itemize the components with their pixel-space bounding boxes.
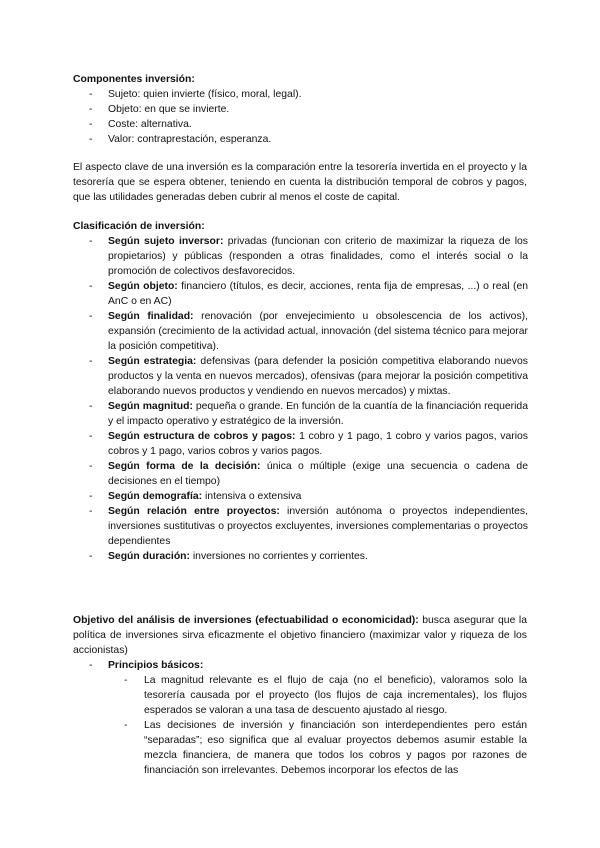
item-term: Según estructura de cobros y pagos:: [108, 431, 296, 442]
item-text: privadas (funcionan con criterio de maximizar la riqueza de los propietarios) y públicas (responden a otras finalidades, como el interés social o la promoción de colectivos desfavorecidos.: [108, 236, 528, 277]
list-item: [108, 459, 528, 489]
item-term: Según demografía:: [108, 491, 203, 502]
componentes-list: [108, 87, 528, 147]
list-item: [108, 658, 528, 778]
clasificacion-heading: Clasificación de inversión:: [73, 221, 205, 232]
clasificacion-list: [108, 234, 528, 564]
list-item: [108, 504, 528, 549]
list-item: [108, 309, 528, 354]
principios-sublist: [144, 673, 527, 778]
intro-paragraph: El aspecto clave de una inversión es la comparación entre la tesorería invertida en el proyecto y la tesorería que se espera obtener, teniendo en cuenta la distribución temporal de cobros y pagos, que las utilidades generadas deben cubrir al menos el coste de capital.: [73, 162, 527, 203]
list-item: - Objeto: en que se invierte.: [108, 102, 528, 117]
principios-list: [108, 658, 528, 778]
list-item: - Sujeto: quien invierte (físico, moral, legal).: [108, 87, 528, 102]
principios-heading: - Principios básicos:: [108, 660, 204, 671]
list-item: - Coste: alternativa.: [108, 117, 528, 132]
list-item: [108, 354, 528, 399]
list-item: [108, 429, 528, 459]
item-term: Según objeto:: [108, 281, 178, 292]
list-item: [108, 279, 528, 309]
componentes-heading: Componentes inversión:: [73, 74, 195, 85]
item-term: Según sujeto inversor:: [108, 236, 224, 247]
list-item: - Valor: contraprestación, esperanza.: [108, 132, 528, 147]
item-text: única o múltiple (exige una secuencia o cadena de decisiones en el tiempo): [108, 461, 528, 487]
objetivo-paragraph: [73, 613, 527, 658]
objetivo-text: busca asegurar que la política de inversiones sirva eficazmente el objetivo financiero (maximizar valor y riqueza de los accionistas): [73, 615, 527, 656]
item-term: Según relación entre proyectos:: [108, 506, 280, 517]
item-text: defensivas (para defender la posición competitiva elaborando nuevos productos y la venta en nuevos mercados), ofensivas (para mejorar la posición competitiva elaborando nuevos productos y vendiendo en nuevos mercados) y mixtas.: [108, 356, 528, 397]
item-text: inversión autónoma o proyectos independientes, inversiones sustitutivas o proyectos excluyentes, inversiones complementarias o proyectos dependientes: [108, 506, 528, 547]
item-text: intensiva o extensiva: [202, 491, 302, 502]
item-text: inversiones no corrientes y corrientes.: [189, 551, 368, 562]
item-text: 1 cobro y 1 pago, 1 cobro y varios pagos, varios cobros y 1 pago, varios cobros y varios pagos.: [108, 431, 528, 457]
item-term: Según duración:: [108, 551, 190, 562]
list-item: [108, 549, 528, 564]
list-item: [108, 489, 528, 504]
item-term: Según forma de la decisión:: [108, 461, 261, 472]
item-term: Según estrategia:: [108, 356, 197, 367]
objetivo-term: Objetivo del análisis de inversiones (efectuabilidad o economicidad):: [73, 615, 419, 626]
list-item: [108, 234, 528, 279]
item-text: pequeña o grande. En función de la cuantía de la financiación requerida y el impacto operativo y estratégico de la inversión.: [108, 401, 528, 427]
sub-list-item: - Las decisiones de inversión y financiación son interdependientes pero están “separadas”; eso significa que al evaluar proyectos debemos asumir estable la mezcla financiera, de manera que todos los cobros y pagos por razones de financiación son irrelevantes. Debemos incorporar los efectos de las: [144, 718, 527, 778]
item-text: financiero (títulos, es decir, acciones, renta fija de empresas, ...) o real (en AnC o en AC): [108, 281, 528, 307]
item-term: Según finalidad:: [108, 311, 194, 322]
sub-list-item: - La magnitud relevante es el flujo de caja (no el beneficio), valoramos solo la tesorería causada por el proyecto (los flujos de caja incrementales), los flujos esperados se valoran a una tasa de descuento ajustado al riesgo.: [144, 673, 527, 718]
list-item: [108, 399, 528, 429]
item-term: Según magnitud:: [108, 401, 193, 412]
item-text: renovación (por envejecimiento u obsolescencia de los activos), expansión (crecimiento de la actividad actual, innovación (del sistema técnico para mejorar la posición competitiva).: [108, 311, 528, 352]
